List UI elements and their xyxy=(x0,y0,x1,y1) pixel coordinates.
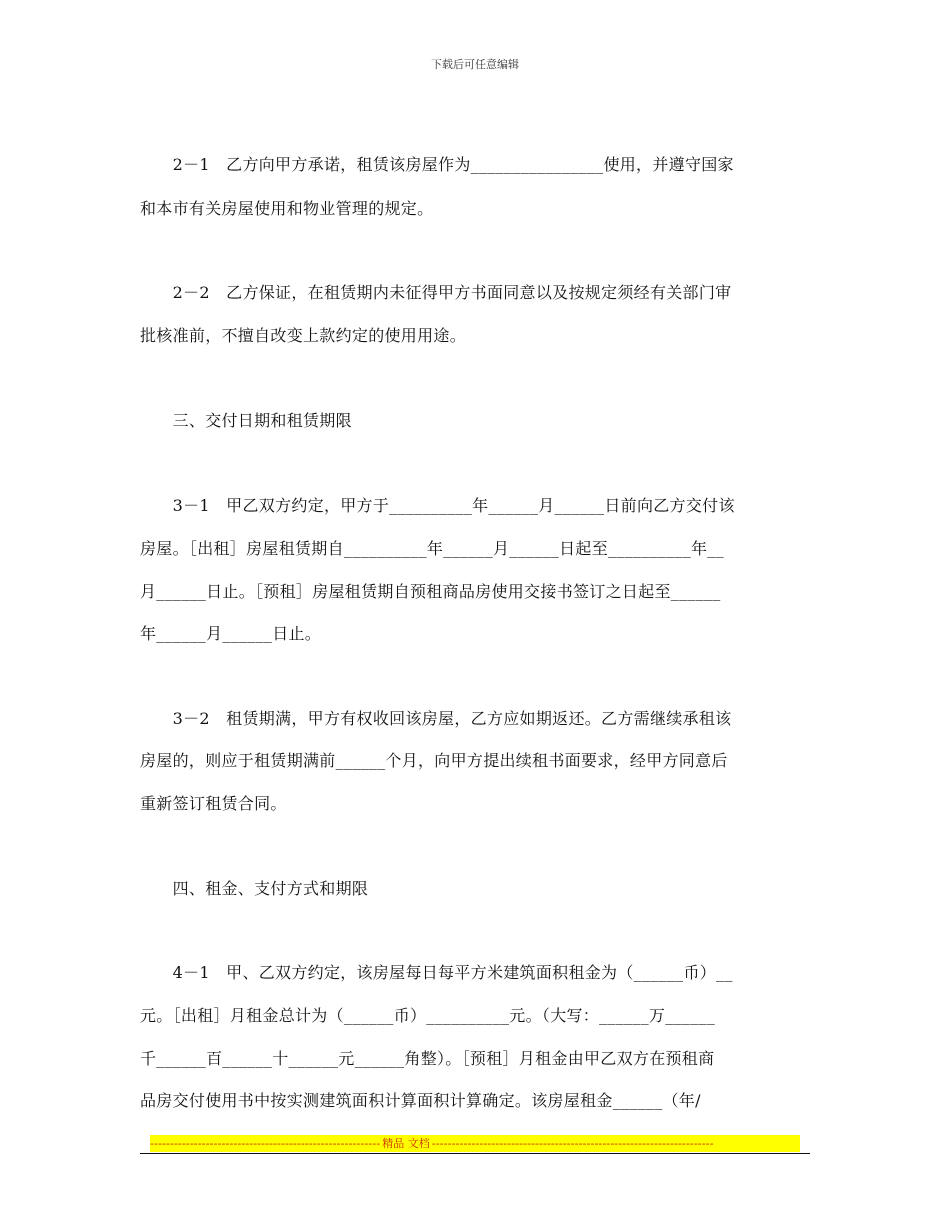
footer-banner xyxy=(150,1135,800,1152)
text-line: 和本市有关房屋使用和物业管理的规定。 xyxy=(140,199,434,218)
text-line: 元。［出租］月租金总计为（______币）__________元。（大写：______万______ xyxy=(140,1006,716,1025)
footer-dashes-left: ---------------------------------------------------------- xyxy=(150,1137,381,1150)
text-line: 品房交付使用书中按实测建筑面积计算面积计算确定。该房屋租金______（年/ xyxy=(140,1091,701,1110)
text-line: 月______日止。［预租］房屋租赁期自预租商品房使用交接书签订之日起至______ xyxy=(140,582,721,601)
footer-dashes-right: ----------------------------------------------------------------------- xyxy=(431,1137,714,1150)
page-header: 下载后可任意编辑 xyxy=(431,58,519,71)
text-line: 千______百______十______元______角整）。［预租］月租金由甲乙双方在预租商 xyxy=(140,1049,715,1068)
text-line: 3－1 甲乙双方约定，甲方于__________年______月______日前向乙方交付该 xyxy=(140,496,735,515)
text-line: 4－1 甲、乙双方约定，该房屋每日每平方米建筑面积租金为（______币）__ xyxy=(140,963,733,982)
text-line: 房屋的，则应于租赁期满前______个月，向甲方提出续租书面要求，经甲方同意后 xyxy=(140,751,728,770)
section-heading: 三、交付日期和租赁期限 xyxy=(140,411,352,430)
footer-rule xyxy=(140,1153,810,1154)
footer-label: 精品 文档 xyxy=(382,1137,430,1150)
text-line: 年______月______日止。 xyxy=(140,624,322,643)
text-line: 重新签订租赁合同。 xyxy=(140,794,287,813)
text-line: 房屋。［出租］房屋租赁期自__________年______月______日起至__________年__ xyxy=(140,539,724,558)
text-line: 批核准前，不擅自改变上款约定的使用用途。 xyxy=(140,326,467,345)
text-line: 2－2 乙方保证，在租赁期内未征得甲方书面同意以及按规定须经有关部门审 xyxy=(140,283,732,302)
text-line: 3－2 租赁期满，甲方有权收回该房屋，乙方应如期返还。乙方需继续承租该 xyxy=(140,709,732,728)
section-heading: 四、租金、支付方式和期限 xyxy=(140,879,369,898)
text-line: 2－1 乙方向甲方承诺，租赁该房屋作为________________使用，并遵守国家 xyxy=(140,155,734,174)
